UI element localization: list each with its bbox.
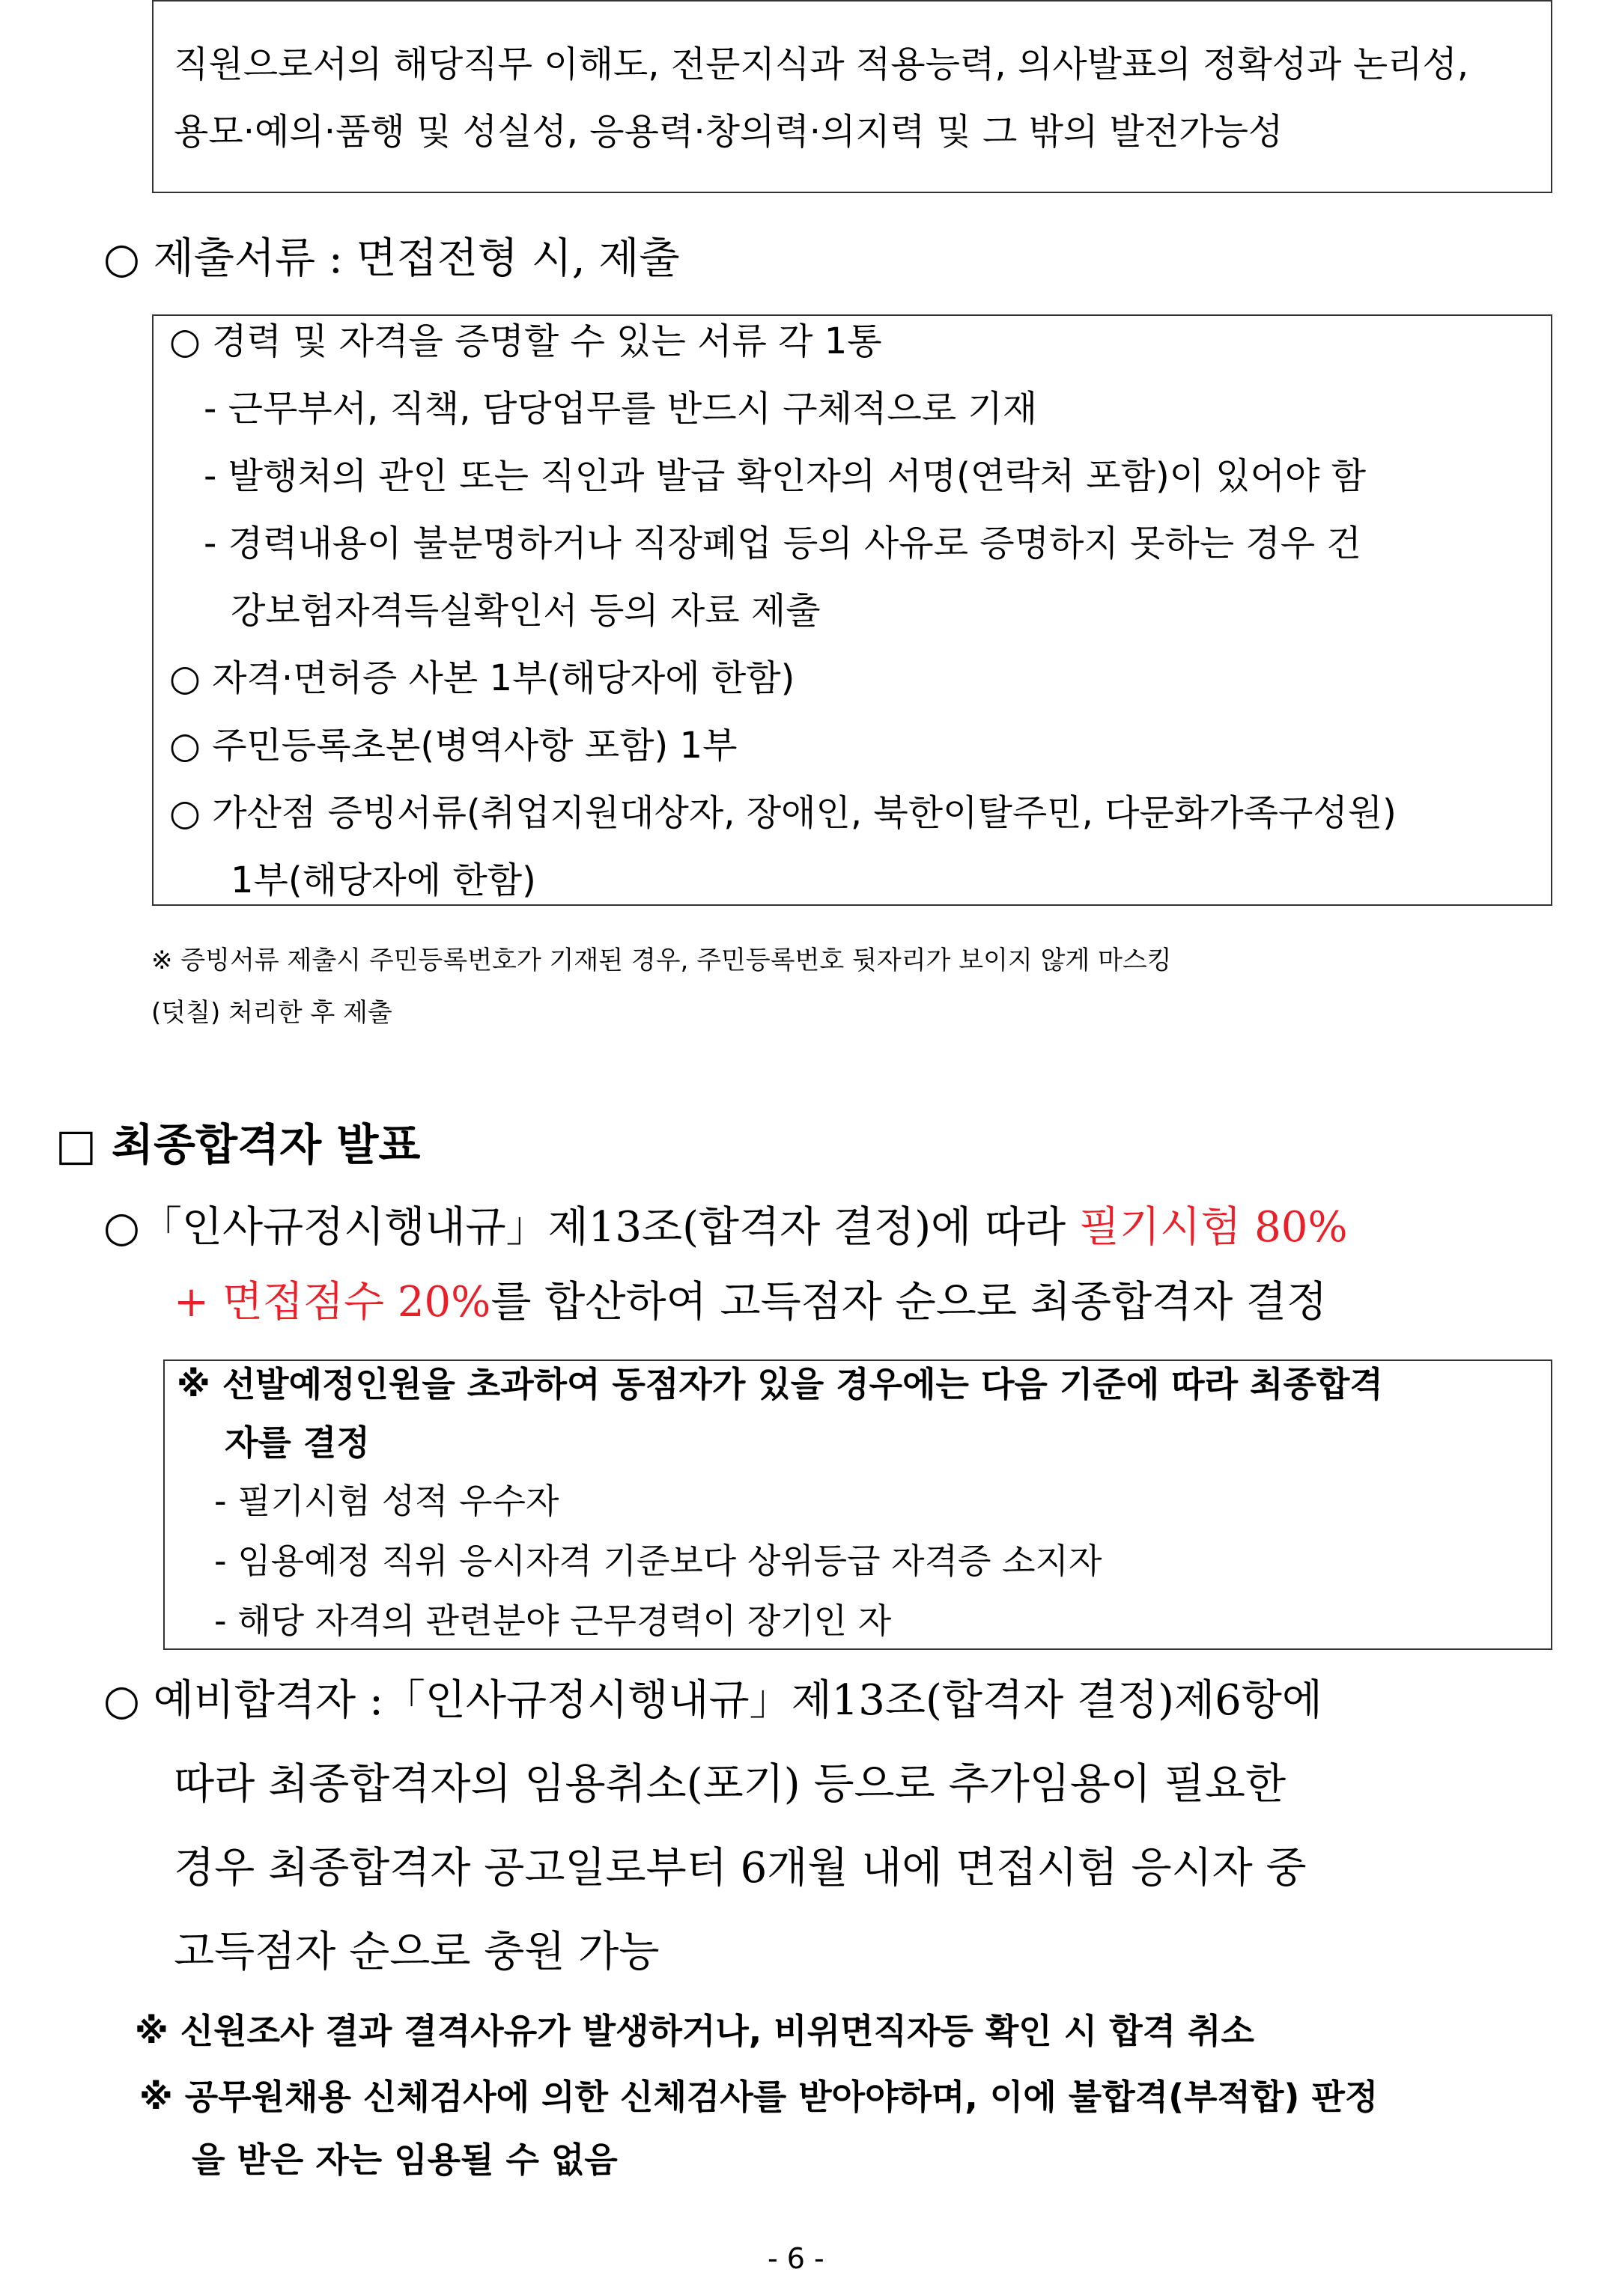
submission-item-4-cont: 강보험자격득실확인서 등의 자료 제출 [231,590,821,632]
disqualification-note: ※ 신원조사 결과 결격사유가 발생하거나, 비위면직자등 확인 시 합격 취소 [135,2011,1254,2051]
final-rule-line1 [103,1203,1348,1252]
submission-item-2: - 근무부서, 직책, 담당업무를 반드시 구체적으로 기재 [204,388,1038,430]
submission-item-7: ○ 가산점 증빙서류(취업지원대상자, 장애인, 북한이탈주민, 다문화가족구성원) [169,792,1397,834]
tie-rule-line2: 자를 결정 [225,1422,370,1463]
masking-note-line1: ※ 증빙서류 제출시 주민등록번호가 기재된 경우, 주민등록번호 뒷자리가 보이지 않게 마스킹 [151,945,1172,975]
reserve-line2: 따라 최종합격자의 임용취소(포기) 등으로 추가임용이 필요한 [174,1760,1287,1809]
final-rule-interview-weight: + 면접점수 20% [174,1278,491,1327]
final-rule-line2-text: 를 합산하여 고득점자 순으로 최종합격자 결정 [490,1278,1328,1327]
final-rule-written-weight: 필기시험 80% [1078,1203,1348,1252]
tie-rule-item-3: - 해당 자격의 관련분야 근무경력이 장기인 자 [214,1601,892,1641]
submission-item-5: ○ 자격·면허증 사본 1부(해당자에 한함) [169,657,795,699]
tie-rule-item-1: - 필기시험 성적 우수자 [214,1481,559,1521]
reserve-line3: 경우 최종합격자 공고일로부터 6개월 내에 면접시험 응시자 중 [174,1844,1307,1892]
tie-rule-item-2: - 임용예정 직위 응시자격 기준보다 상위등급 자격증 소지자 [214,1541,1102,1581]
tie-rule-line1: ※ 선발예정인원을 초과하여 동점자가 있을 경우에는 다음 기준에 따라 최종합격 [177,1364,1383,1404]
eval-criteria-line2: 용모·예의·품행 및 성실성, 응용력·창의력·의지력 및 그 밖의 발전가능성 [174,111,1284,153]
submission-item-4: - 경력내용이 불분명하거나 직장폐업 등의 사유로 증명하지 못하는 경우 건 [204,523,1361,564]
medical-exam-note-line2: 을 받은 자는 임용될 수 없음 [192,2140,618,2180]
masking-note-line2: (덧칠) 처리한 후 제출 [151,998,392,1028]
submission-item-1: ○ 경력 및 자격을 증명할 수 있는 서류 각 1통 [169,320,882,362]
submission-item-3: - 발행처의 관인 또는 직인과 발급 확인자의 서명(연락처 포함)이 있어야 함 [204,455,1367,497]
final-rule-line1-text: ○「인사규정시행내규」제13조(합격자 결정)에 따라 [103,1203,1079,1252]
submission-item-7-cont: 1부(해당자에 한함) [231,859,536,901]
submission-heading: ○ 제출서류 : 면접전형 시, 제출 [103,234,680,283]
medical-exam-note-line1: ※ 공무원채용 신체검사에 의한 신체검사를 받아야하며, 이에 불합격(부적합) 판정 [139,2077,1379,2117]
eval-criteria-line1: 직원으로서의 해당직무 이해도, 전문지식과 적용능력, 의사발표의 정확성과 논리성, [174,43,1469,85]
final-rule-line2 [174,1278,1328,1327]
page-number: - 6 - [768,2242,824,2275]
reserve-line1: ○ 예비합격자 :「인사규정시행내규」제13조(합격자 결정)제6항에 [103,1676,1322,1725]
submission-item-6: ○ 주민등록초본(병역사항 포함) 1부 [169,725,738,767]
reserve-line4: 고득점자 순으로 충원 가능 [174,1928,660,1976]
final-heading: □ 최종합격자 발표 [55,1119,421,1170]
eval-criteria-box [152,0,1552,193]
